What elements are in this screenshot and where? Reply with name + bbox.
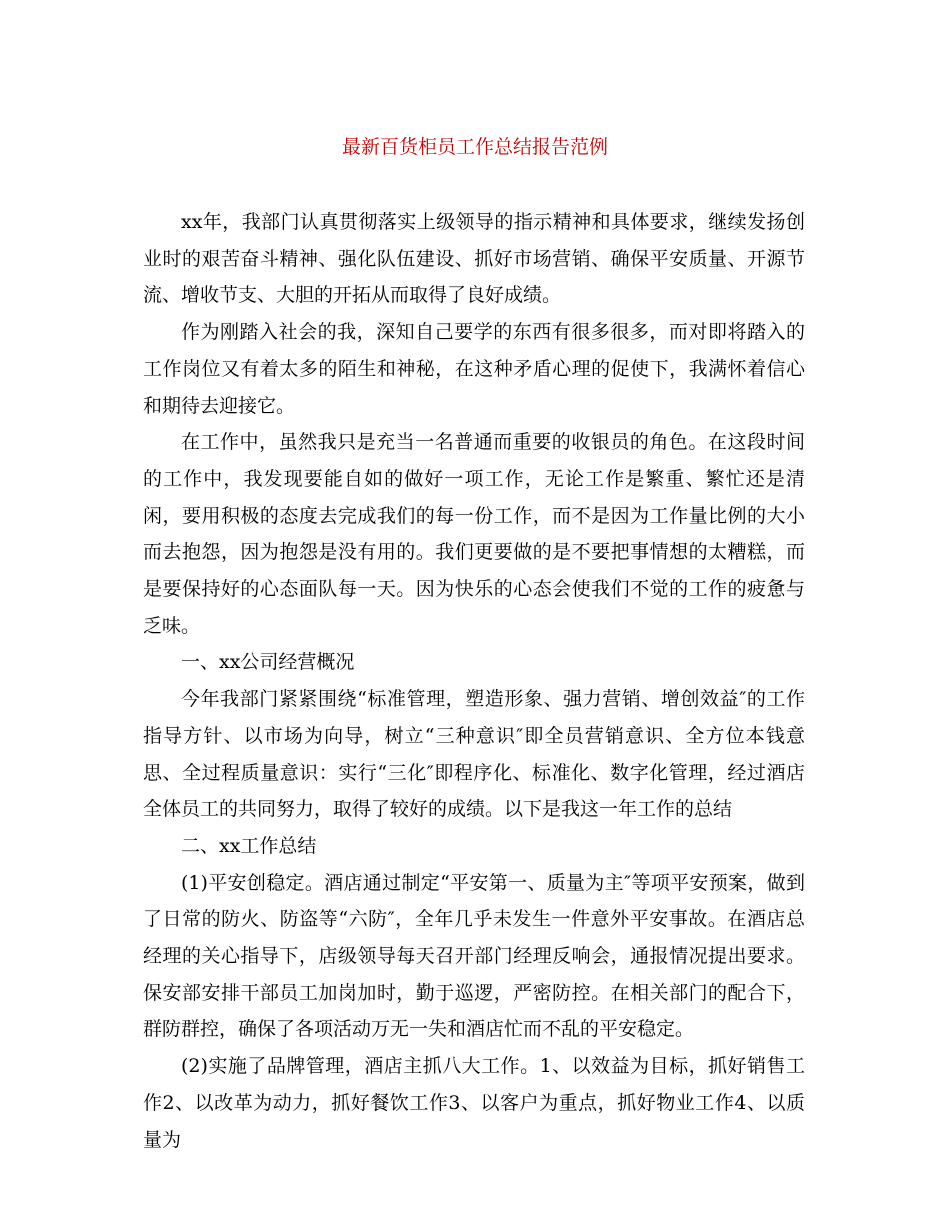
section-heading: 二、xx工作总结: [181, 834, 317, 857]
paragraph: xx年，我部门认真贯彻落实上级领导的指示精神和具体要求，继续发扬创业时的艰苦奋斗精神、强化队伍建设、抓好市场营销、确保平安质量、开源节流、增收节支、大胆的开拓从而取得了良好成绩。: [143, 211, 805, 307]
paragraph: 在工作中，虽然我只是充当一名普通而重要的收银员的角色。在这段时间的工作中，我发现要能自如的做好一项工作，无论工作是繁重、繁忙还是清闲，要用积极的态度去完成我们的每一份工作，而不是因为工作量比例的大小而去抱怨，因为抱怨是没有用的。我们更要做的是不要把事情想的太糟糕，而是要保持好的心态面队每一天。因为快乐的心态会使我们不觉的工作的疲惫与乏味。: [143, 431, 805, 637]
document-body: [143, 204, 805, 1158]
section-heading: 一、xx公司经营概况: [181, 651, 355, 674]
paragraph: 作为刚踏入社会的我，深知自己要学的东西有很多很多，而对即将踏入的工作岗位又有着太多的陌生和神秘，在这种矛盾心理的促使下，我满怀着信心和期待去迎接它。: [143, 321, 805, 417]
paragraph: (1)平安创稳定。酒店通过制定“平安第一、质量为主″等项平安预案，做到了日常的防火、防盗等“六防″，全年几乎未发生一件意外平安事故。在酒店总经理的关心指导下，店级领导每天召开部门经理反响会，通报情况提出要求。保安部安排干部员工加岗加时，勤于巡逻，严密防控。在相关部门的配合下，群防群控，确保了各项活动万无一失和酒店忙而不乱的平安稳定。: [143, 871, 805, 1041]
paragraph: (2)实施了品牌管理，酒店主抓八大工作。1、以效益为目标，抓好销售工作2、以改革为动力，抓好餐饮工作3、以客户为重点，抓好物业工作4、以质量为: [143, 1055, 805, 1151]
document-title: 最新百货柜员工作总结报告范例: [341, 136, 608, 158]
paragraph: 今年我部门紧紧围绕“标准管理，塑造形象、强力营销、增创效益″的工作指导方针、以市场为向导，树立“三种意识″即全员营销意识、全方位本钱意思、全过程质量意识：实行“三化″即程序化、标准化、数字化管理，经过酒店全体员工的共同努力，取得了较好的成绩。以下是我这一年工作的总结: [143, 688, 805, 821]
